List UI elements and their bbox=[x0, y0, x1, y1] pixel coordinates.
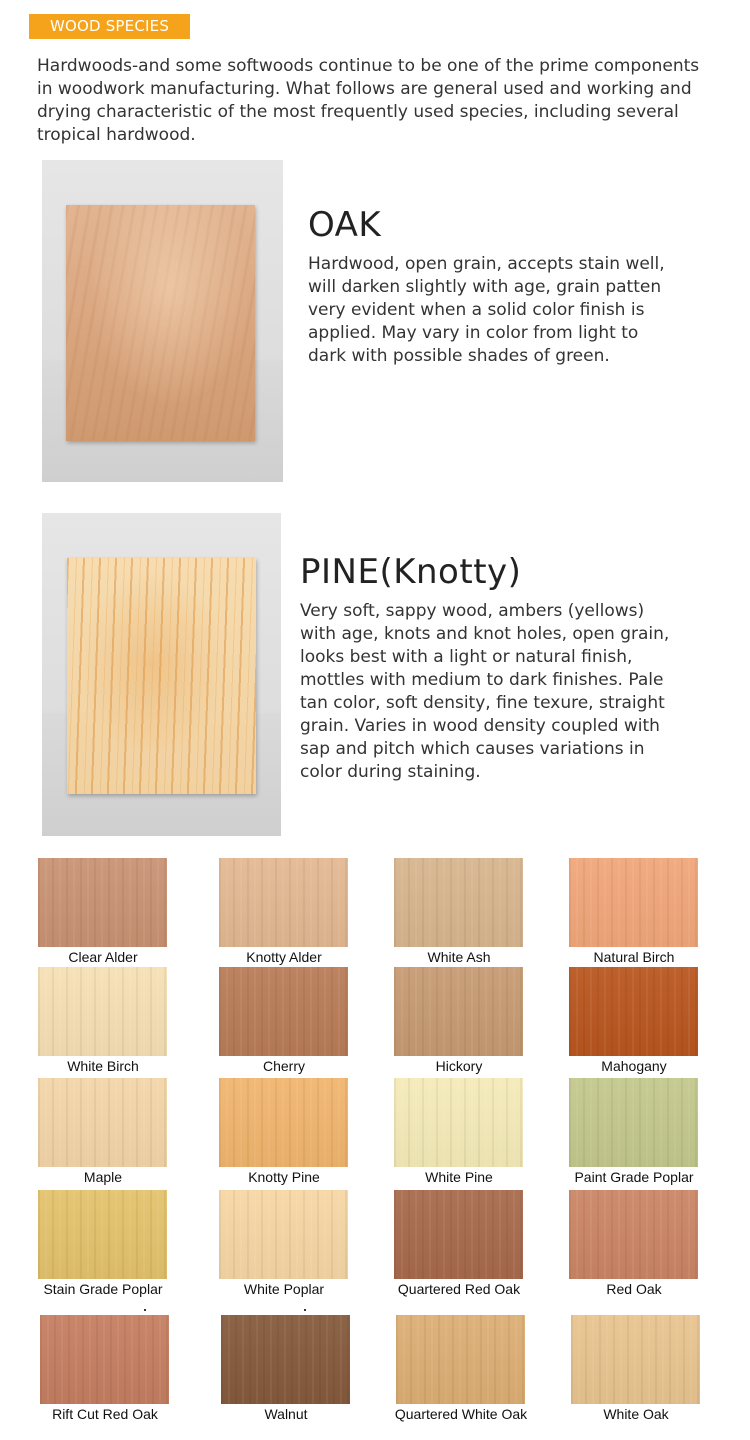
stray-dot bbox=[144, 1309, 146, 1311]
sample-stain-grade-poplar bbox=[38, 1190, 167, 1297]
pine-description: Very soft, sappy wood, ambers (yellows) with age, knots and knot holes, open grain, looks best with a light or natural finish, mottles with medium to dark finishes. Pale tan color, soft density, fine texure, straight grain. Varies in wood density coupled with sap and pitch which causes variations in color during staining. bbox=[300, 601, 670, 782]
wood-swatch bbox=[569, 1190, 698, 1279]
stray-dot bbox=[304, 1309, 306, 1311]
sample-hickory bbox=[394, 967, 523, 1074]
sample-white-poplar bbox=[219, 1190, 348, 1297]
sample-mahogany bbox=[569, 967, 698, 1074]
sample-label: Quartered White Oak bbox=[394, 1406, 528, 1422]
sample-label: Rift Cut Red Oak bbox=[52, 1406, 158, 1422]
wood-swatch bbox=[38, 1078, 167, 1167]
sample-label: Mahogany bbox=[601, 1058, 667, 1074]
sample-label: Paint Grade Poplar bbox=[574, 1169, 694, 1185]
sample-quartered-red-oak bbox=[394, 1190, 523, 1297]
sample-white-pine bbox=[394, 1078, 523, 1185]
sample-quartered-white-oak bbox=[394, 1315, 528, 1422]
sample-white-oak bbox=[571, 1315, 700, 1422]
sample-label: White Ash bbox=[427, 949, 491, 965]
oak-description: Hardwood, open grain, accepts stain well, will darken slightly with age, grain patten very evident when a solid color finish is applied. May vary in color from light to dark with possible shades of green. bbox=[308, 254, 665, 366]
wood-swatch bbox=[219, 1078, 348, 1167]
sample-label: White Oak bbox=[603, 1406, 669, 1422]
wood-swatch bbox=[396, 1315, 525, 1404]
sample-label: White Poplar bbox=[243, 1281, 325, 1297]
sample-label: Quartered Red Oak bbox=[397, 1281, 521, 1297]
sample-knotty-pine bbox=[219, 1078, 348, 1185]
sample-label: Hickory bbox=[435, 1058, 483, 1074]
sample-label: Red Oak bbox=[606, 1281, 662, 1297]
pine-title: PINE(Knotty) bbox=[300, 552, 522, 592]
sample-label: White Pine bbox=[425, 1169, 493, 1185]
wood-swatch bbox=[569, 858, 698, 947]
wood-swatch bbox=[569, 1078, 698, 1167]
sample-label: Maple bbox=[83, 1169, 123, 1185]
wood-swatch bbox=[394, 1078, 523, 1167]
sample-red-oak bbox=[569, 1190, 698, 1297]
wood-swatch bbox=[40, 1315, 169, 1404]
pine-panel-image bbox=[67, 558, 256, 794]
sample-knotty-alder bbox=[219, 858, 348, 965]
sample-label: Cherry bbox=[262, 1058, 305, 1074]
wood-swatch bbox=[394, 1190, 523, 1279]
wood-swatch bbox=[38, 1190, 167, 1279]
wood-swatch bbox=[38, 858, 167, 947]
sample-white-ash bbox=[394, 858, 523, 965]
wood-swatch bbox=[394, 858, 523, 947]
pine-photo bbox=[42, 513, 281, 836]
sample-label: Natural Birch bbox=[593, 949, 675, 965]
wood-swatch bbox=[219, 967, 348, 1056]
intro-paragraph: Hardwoods-and some softwoods continue to be one of the prime components in woodwork manufacturing. What follows are general used and working and drying characteristic of the most frequently used species, including several tropical hardwood. bbox=[37, 56, 700, 145]
wood-swatch bbox=[38, 967, 167, 1056]
sample-label: Clear Alder bbox=[68, 949, 138, 965]
sample-rift-cut-red-oak bbox=[40, 1315, 169, 1422]
sample-label: Knotty Pine bbox=[248, 1169, 320, 1185]
sample-label: Knotty Alder bbox=[246, 949, 322, 965]
oak-photo bbox=[42, 160, 283, 482]
sample-label: Walnut bbox=[264, 1406, 308, 1422]
wood-swatch bbox=[394, 967, 523, 1056]
sample-cherry bbox=[219, 967, 348, 1074]
wood-swatch bbox=[571, 1315, 700, 1404]
wood-swatch bbox=[219, 858, 348, 947]
sample-paint-grade-poplar bbox=[569, 1078, 698, 1185]
sample-label: White Birch bbox=[67, 1058, 139, 1074]
section-tag: WOOD SPECIES bbox=[29, 14, 190, 39]
wood-swatch bbox=[569, 967, 698, 1056]
oak-panel-image bbox=[66, 205, 255, 441]
oak-title: OAK bbox=[308, 205, 382, 245]
sample-walnut bbox=[221, 1315, 350, 1422]
sample-white-birch bbox=[38, 967, 167, 1074]
sample-maple bbox=[38, 1078, 167, 1185]
sample-clear-alder bbox=[38, 858, 167, 965]
wood-swatch bbox=[221, 1315, 350, 1404]
sample-natural-birch bbox=[569, 858, 698, 965]
sample-label: Stain Grade Poplar bbox=[43, 1281, 163, 1297]
wood-swatch bbox=[219, 1190, 348, 1279]
